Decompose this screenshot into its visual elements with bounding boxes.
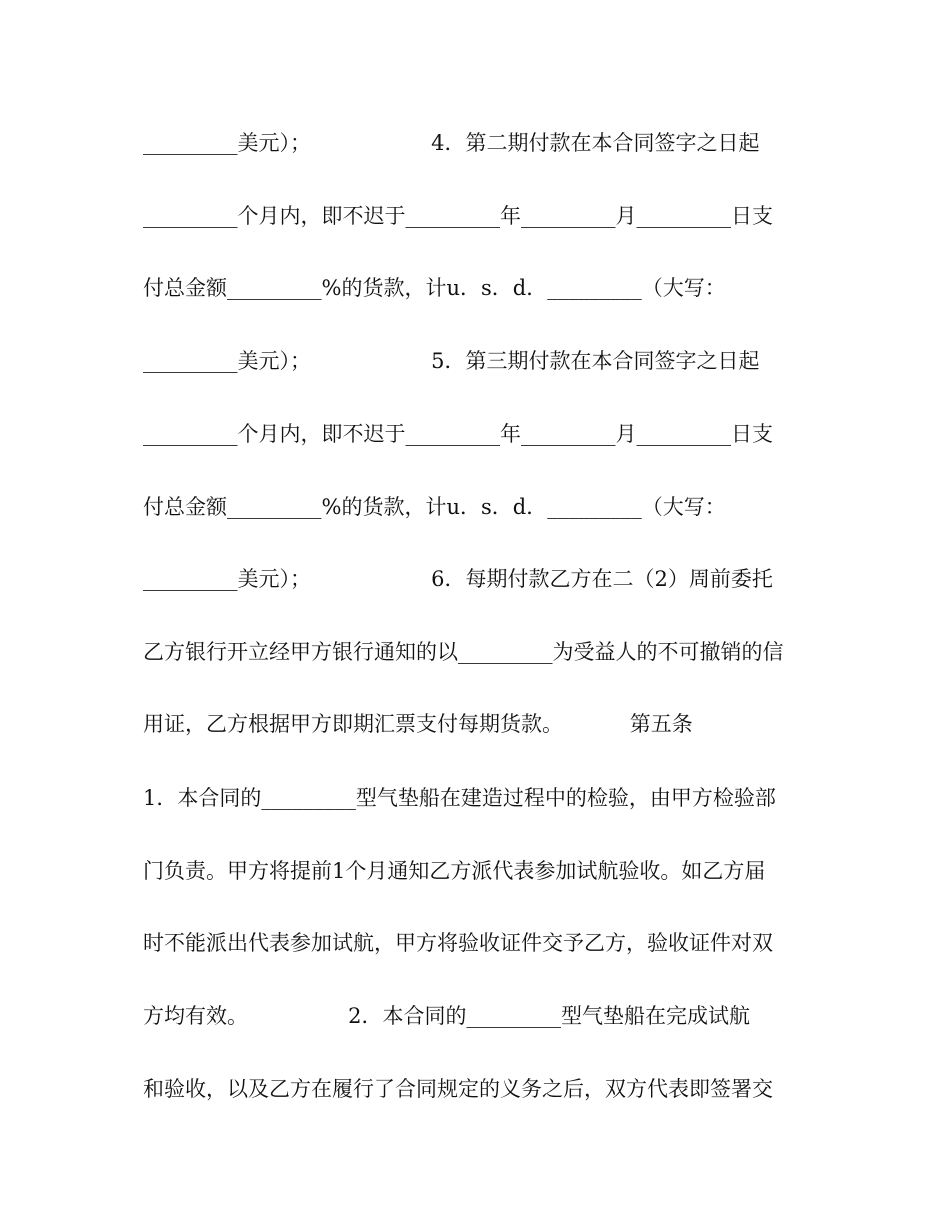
text-line-5: _________个月内，即不迟于_________年_________月_________日支 bbox=[143, 422, 773, 446]
text-line-1: _________美元）； 4．第二期付款在本合同签字之日起 bbox=[143, 131, 760, 155]
text-line-8: 乙方银行开立经甲方银行通知的以_________为受益人的不可撤销的信 bbox=[143, 640, 784, 664]
text-line-11: 门负责。甲方将提前1个月通知乙方派代表参加试航验收。如乙方届 bbox=[143, 859, 766, 883]
text-line-14: 和验收，以及乙方在履行了合同规定的义务之后，双方代表即签署交 bbox=[143, 1077, 773, 1101]
text-line-7: _________美元）； 6．每期付款乙方在二（2）周前委托 bbox=[143, 567, 773, 591]
text-line-3: 付总金额_________%的货款，计u．s．d．_________（大写： bbox=[143, 276, 726, 300]
text-line-9: 用证，乙方根据甲方即期汇票支付每期货款。 第五条 bbox=[143, 712, 693, 736]
text-line-12: 时不能派出代表参加试航，甲方将验收证件交予乙方，验收证件对双 bbox=[143, 931, 773, 955]
text-line-4: _________美元）； 5．第三期付款在本合同签字之日起 bbox=[143, 349, 760, 373]
text-line-10: 1．本合同的_________型气垫船在建造过程中的检验，由甲方检验部 bbox=[143, 786, 776, 810]
text-line-13: 方均有效。 2．本合同的_________型气垫船在完成试航 bbox=[143, 1004, 750, 1028]
text-line-6: 付总金额_________%的货款，计u．s．d．_________（大写： bbox=[143, 495, 726, 519]
text-line-2: _________个月内，即不迟于_________年_________月_________日支 bbox=[143, 204, 773, 228]
